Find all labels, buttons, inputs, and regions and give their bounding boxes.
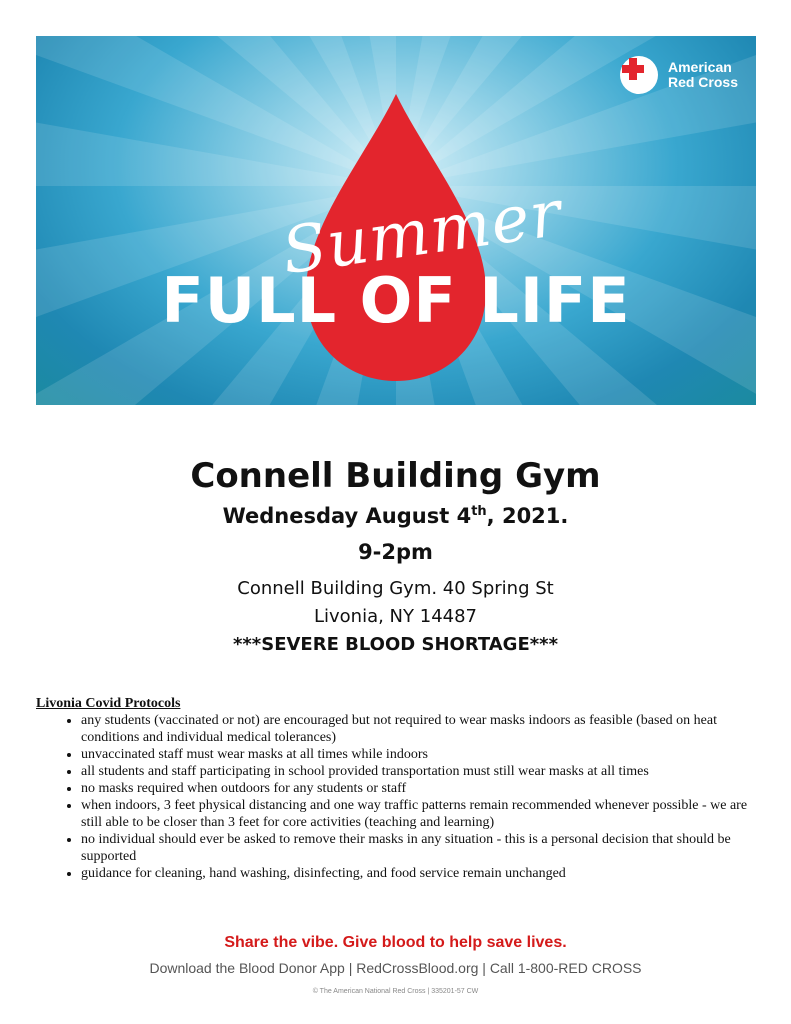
list-item: • all students and staff participating in school provided transportation must still wear masks at all times bbox=[81, 763, 756, 780]
event-date-year: , 2021. bbox=[486, 504, 569, 528]
red-cross-icon bbox=[620, 56, 646, 82]
event-banner bbox=[36, 36, 756, 405]
contact-line: Download the Blood Donor App | RedCrossBlood.org | Call 1-800-RED CROSS bbox=[149, 960, 642, 976]
venue-title: Connell Building Gym bbox=[190, 456, 601, 496]
address-line-2: Livonia, NY 14487 bbox=[313, 606, 478, 627]
covid-protocols-section bbox=[36, 695, 756, 882]
copyright-notice: © The American National Red Cross | 335201-57 CW bbox=[312, 988, 479, 995]
event-date-main: Wednesday August 4 bbox=[222, 504, 472, 528]
shortage-alert: ***SEVERE BLOOD SHORTAGE*** bbox=[232, 634, 558, 655]
protocols-list bbox=[36, 712, 756, 882]
full-of-life-headline: FULL OF LIFE bbox=[161, 264, 631, 337]
list-item: • unvaccinated staff must wear masks at all times while indoors bbox=[81, 746, 756, 763]
protocols-title: Livonia Covid Protocols bbox=[36, 696, 181, 711]
event-date bbox=[0, 504, 791, 528]
list-item: • any students (vaccinated or not) are encouraged but not required to wear masks indoors as feasible (based on heat conditions and individual medical tolerances) bbox=[81, 712, 756, 746]
american-red-cross-logo bbox=[620, 56, 738, 94]
list-item: • no individual should ever be asked to remove their masks in any situation - this is a personal decision that should be supported bbox=[81, 831, 756, 865]
summer-script-text: Summer bbox=[277, 176, 567, 290]
logo-line-2: Red Cross bbox=[667, 74, 738, 90]
share-tagline: Share the vibe. Give blood to help save lives. bbox=[224, 934, 567, 951]
list-item: • guidance for cleaning, hand washing, disinfecting, and food service remain unchanged bbox=[81, 865, 756, 882]
list-item: • when indoors, 3 feet physical distancing and one way traffic patterns remain recommended whenever possible - we are still able to be closer than 3 feet for core activities (teaching and learning) bbox=[81, 797, 756, 831]
event-time: 9-2pm bbox=[358, 540, 433, 564]
logo-line-1: American bbox=[667, 59, 732, 75]
event-date-suffix: th bbox=[471, 504, 487, 519]
list-item: • no masks required when outdoors for any students or staff bbox=[81, 780, 756, 797]
address-line-1: Connell Building Gym. 40 Spring St bbox=[237, 578, 554, 599]
